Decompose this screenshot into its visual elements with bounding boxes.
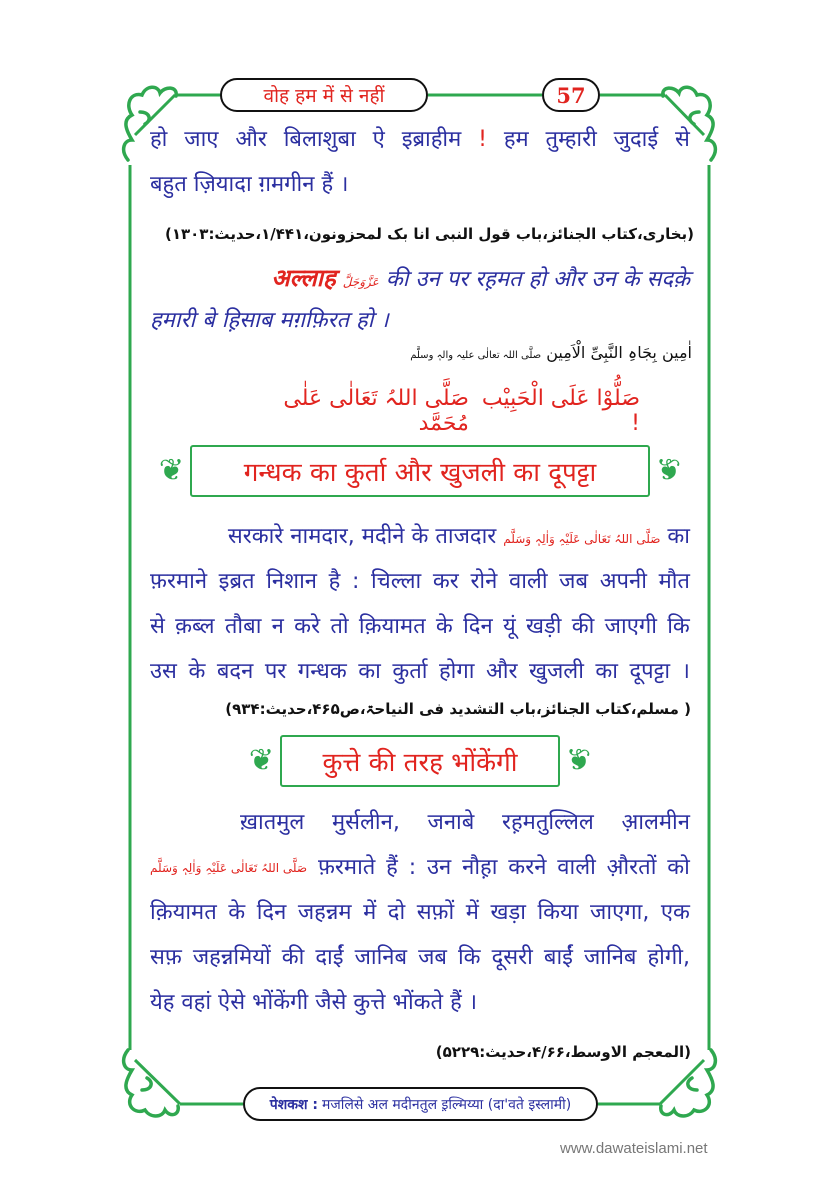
word: औ़रतों bbox=[606, 855, 657, 880]
durood-line bbox=[230, 386, 640, 436]
word: की bbox=[571, 614, 595, 639]
word: रह़मतुल्लिल bbox=[501, 810, 594, 835]
word: खड़ी bbox=[526, 614, 562, 639]
word: बिलाशुबा bbox=[283, 127, 356, 152]
word: तो bbox=[330, 614, 349, 639]
word: कर bbox=[432, 569, 459, 594]
word: दिन bbox=[463, 614, 493, 639]
word: किया bbox=[537, 900, 579, 925]
word: दिन bbox=[256, 900, 287, 925]
word: दूसरी bbox=[491, 945, 533, 970]
word: बदन bbox=[216, 659, 254, 684]
dua-line bbox=[150, 263, 690, 297]
reference-citation: (المعجم الاوسط،۴/۶۶،حدیث:۵۲۲۹) bbox=[435, 1043, 691, 1061]
paragraph-line bbox=[150, 612, 690, 642]
scroll-ornament-left-icon: ❦ bbox=[158, 453, 184, 488]
word: के bbox=[188, 659, 206, 684]
word: चिल्ला bbox=[371, 569, 422, 594]
scroll-ornament-right-icon: ❦ bbox=[566, 743, 592, 778]
word: न bbox=[271, 614, 284, 639]
durood-right: صَلُّوْا عَلَی الْحَبِیْب ! bbox=[481, 386, 640, 436]
word: वाली bbox=[508, 569, 548, 594]
word: करने bbox=[508, 855, 547, 880]
page-number: 57 bbox=[542, 78, 600, 112]
salutation: صلَّی اللہ تعالٰی علیہ والہٖ وسلَّم bbox=[410, 350, 542, 361]
word: तुम्हारी bbox=[545, 127, 597, 152]
word: जब bbox=[559, 569, 589, 594]
word: ख़ातमुल bbox=[240, 810, 305, 835]
paragraph-line: बहुत ज़ियादा ग़मगीन हैं । bbox=[150, 172, 349, 197]
word: के bbox=[228, 900, 246, 925]
allah-word: अल्लाह bbox=[271, 264, 336, 292]
word: कि bbox=[457, 945, 481, 970]
word: से bbox=[675, 127, 690, 152]
ameen-line bbox=[410, 343, 692, 362]
word: से bbox=[150, 614, 165, 639]
word: के bbox=[435, 614, 453, 639]
section-heading-box: कुत्ते की तरह भोंकेंगी bbox=[280, 735, 560, 787]
salutation: صَلَّی اللہُ تَعَالٰی عَلَیْہِ وَاٰلِہٖ وَسَلَّم bbox=[150, 861, 308, 875]
word: का bbox=[595, 659, 618, 684]
paragraph-line bbox=[150, 657, 690, 687]
chapter-title: वोह हम में से नहीं bbox=[220, 78, 428, 112]
scroll-ornament-right-icon: ❦ bbox=[656, 453, 682, 488]
word: दाईं bbox=[315, 945, 344, 970]
word: हम bbox=[503, 127, 529, 152]
word: जाएगा, bbox=[590, 900, 650, 925]
word: में bbox=[465, 900, 479, 925]
paragraph-line bbox=[150, 853, 690, 883]
word: है bbox=[328, 569, 341, 594]
word: इब्राहीम bbox=[401, 127, 462, 152]
word: हैं bbox=[386, 855, 398, 880]
word: और bbox=[485, 659, 518, 684]
word: फ़रमाते bbox=[317, 855, 376, 880]
reference-citation: (بخاری،کتاب الجنائز،باب قول النبی انا بک لمحزونون،۱/۴۴۱،حدیث:۱۳۰۳) bbox=[164, 225, 694, 243]
dua-line: हमारी बे ह़िसाब मग़फ़िरत हो । bbox=[150, 308, 389, 333]
paragraph-line bbox=[150, 125, 690, 155]
word: जाए bbox=[184, 127, 219, 152]
publisher-footer bbox=[243, 1087, 598, 1121]
word: दो bbox=[387, 900, 406, 925]
section-heading-2 bbox=[240, 735, 600, 787]
word: । bbox=[681, 659, 690, 684]
dua-text: की उन पर रह़मत हो और उन के सदक़े bbox=[385, 267, 690, 292]
word: और bbox=[235, 127, 267, 152]
word: मुर्सलीन, bbox=[331, 810, 400, 835]
footer-label: पेशकश : bbox=[269, 1096, 318, 1113]
paragraph-line bbox=[150, 943, 690, 973]
word: निशान bbox=[266, 569, 317, 594]
paragraph-line: येह वहां ऐसे भोंकेंगी जैसे कुत्ते भोंकते हैं । bbox=[150, 990, 478, 1015]
word: जहन्नमियों bbox=[192, 945, 271, 970]
word: नौह़ा bbox=[462, 855, 498, 880]
scroll-ornament-left-icon: ❦ bbox=[248, 743, 274, 778]
word: : bbox=[408, 855, 417, 880]
word: करे bbox=[294, 614, 321, 639]
word: उन bbox=[427, 855, 452, 880]
section-heading-1 bbox=[150, 445, 690, 497]
word: होगा bbox=[438, 659, 475, 684]
word: जब bbox=[418, 945, 447, 970]
word: तौबा bbox=[224, 614, 262, 639]
word: कुर्ता bbox=[392, 659, 428, 684]
word: इब्रत bbox=[218, 569, 255, 594]
word: बाईं bbox=[543, 945, 573, 970]
durood-left: صَلَّی اللہُ تَعَالٰی عَلٰی مُحَمَّد bbox=[283, 386, 469, 436]
paragraph-line bbox=[150, 898, 690, 928]
word: वाली bbox=[557, 855, 596, 880]
word: खड़ा bbox=[490, 900, 526, 925]
word: जानिब bbox=[354, 945, 408, 970]
word: जुदाई bbox=[613, 127, 659, 152]
ameen-text: اٰمِین بِجَاہِ النَّبِیِّ الْاَمِین bbox=[546, 343, 692, 362]
word: सफ़ों bbox=[416, 900, 455, 925]
word: रोने bbox=[470, 569, 498, 594]
word: : bbox=[351, 569, 360, 594]
word: उस bbox=[150, 659, 177, 684]
word: हो bbox=[150, 127, 168, 152]
word: मौत bbox=[658, 569, 690, 594]
word: जानिब bbox=[583, 945, 637, 970]
word: आ़लमीन bbox=[621, 810, 690, 835]
word: ऐ bbox=[372, 127, 385, 152]
paragraph-line bbox=[240, 808, 690, 838]
text: का bbox=[667, 524, 690, 549]
paragraph-line bbox=[150, 567, 690, 597]
website-url[interactable]: www.dawateislami.net bbox=[560, 1140, 708, 1157]
text: सरकारे नामदार, मदीने के ताजदार bbox=[227, 524, 497, 549]
honorific: عَزَّوَجَلَّ bbox=[342, 275, 379, 289]
word: फ़रमाने bbox=[150, 569, 208, 594]
word: जहन्नम bbox=[297, 900, 352, 925]
word: क़ियामत bbox=[150, 900, 217, 925]
salutation: صَلَّی اللہُ تَعَالٰی عَلَیْہِ وَاٰلِہٖ وَسَلَّم bbox=[503, 532, 661, 546]
exclamation: ! bbox=[478, 127, 487, 152]
word: एक bbox=[660, 900, 690, 925]
word: अपनी bbox=[599, 569, 647, 594]
word: को bbox=[667, 855, 690, 880]
word: कि bbox=[667, 614, 690, 639]
reference-citation: ( مسلم،کتاب الجنائز،باب التشدید فی النیاحۃ،ص۴۶۵،حدیث:۹۳۴) bbox=[225, 700, 691, 718]
word: खुजली bbox=[528, 659, 584, 684]
footer-text: मजलिसे अल मदीनतुल इ़ल्मिय्या (दा'वते इस्लामी) bbox=[321, 1096, 572, 1113]
word: दूपट्टा bbox=[629, 659, 671, 684]
paragraph-line bbox=[150, 522, 690, 554]
word: पर bbox=[264, 659, 287, 684]
word: होगी, bbox=[647, 945, 690, 970]
word: में bbox=[363, 900, 377, 925]
word: जनाबे bbox=[427, 810, 475, 835]
section-heading-box: गन्धक का कुर्ता और खुजली का दूपट्टा bbox=[190, 445, 650, 497]
word: का bbox=[358, 659, 381, 684]
word: की bbox=[281, 945, 305, 970]
word: क़ियामत bbox=[358, 614, 426, 639]
word: सफ़ bbox=[150, 945, 182, 970]
word: गन्धक bbox=[297, 659, 347, 684]
word: यूं bbox=[502, 614, 516, 639]
word: क़ब्ल bbox=[175, 614, 215, 639]
word: जाएगी bbox=[604, 614, 657, 639]
